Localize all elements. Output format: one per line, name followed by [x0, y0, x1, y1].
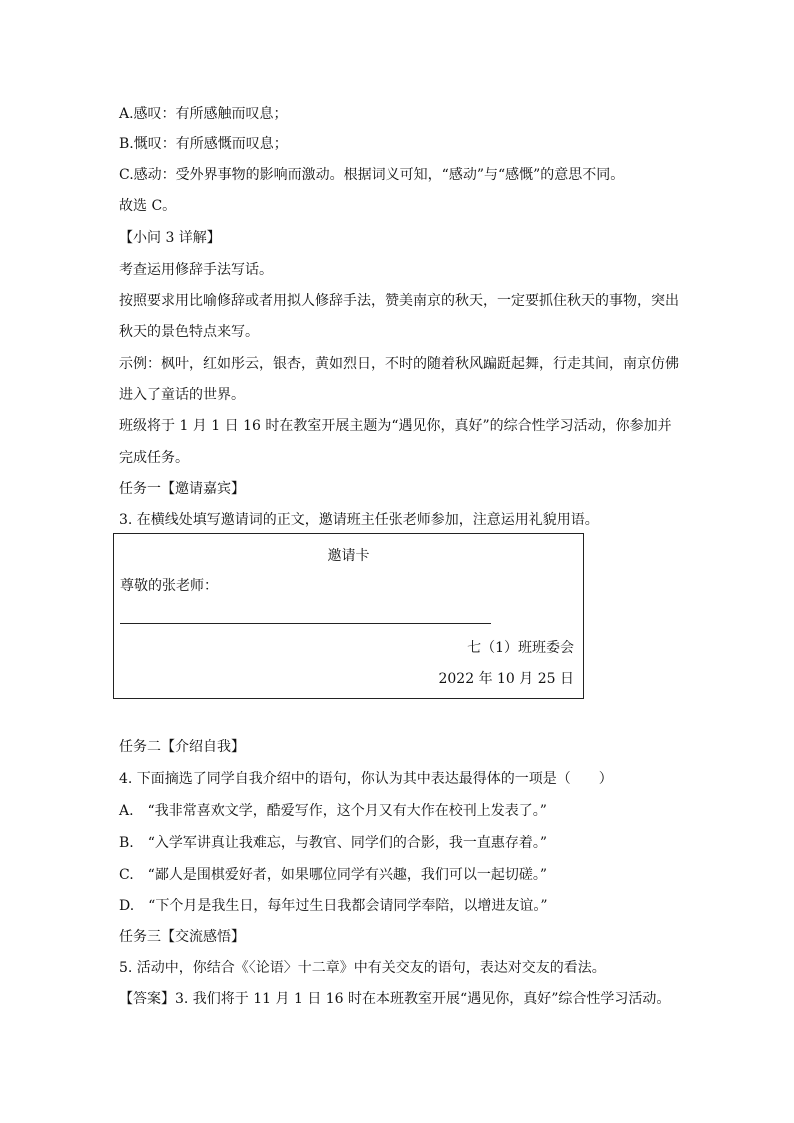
example-text: 进入了童话的世界。: [119, 387, 245, 403]
option-b: B. “入学军讲真让我难忘，与教官、同学们的合影，我一直惠存着。”: [119, 835, 548, 851]
option-b-explanation: B.慨叹：有所感慨而叹息；: [119, 136, 288, 152]
invitation-card-title: 邀请卡: [327, 548, 370, 564]
invitation-card: [113, 533, 584, 699]
invitation-salutation: 尊敬的张老师：: [120, 578, 218, 594]
invitation-date: 2022 年 10 月 25 日: [438, 671, 574, 687]
task-three-heading: 任务三【交流感悟】: [119, 929, 245, 945]
activity-intro: 班级将于 1 月 1 日 16 时在教室开展主题为“遇见你，真好”的综合性学习活动，你参加并: [119, 418, 672, 434]
section-heading-q3: 【小问 3 详解】: [119, 230, 221, 246]
option-a-explanation: A.感叹：有所感触而叹息；: [119, 106, 288, 122]
option-c-explanation: C.感动：受外界事物的影响而激动。根据词义可知，“感动”与“感慨”的意思不同。: [119, 167, 625, 183]
invitation-signer: 七（1）班班委会: [467, 640, 574, 656]
paragraph-text: 按照要求用比喻修辞或者用拟人修辞手法，赞美南京的秋天，一定要抓住秋天的事物，突出: [119, 293, 679, 309]
option-d: D. “下个月是我生日，每年过生日我都会请同学奉陪，以增进友谊。”: [119, 898, 548, 914]
question-4: 4. 下面摘选了同学自我介绍中的语句，你认为其中表达最得体的一项是（ ）: [119, 771, 613, 787]
task-one-heading: 任务一【邀请嘉宾】: [119, 481, 245, 497]
fill-in-blank-line: [120, 623, 491, 624]
paragraph-text: 秋天的景色特点来写。: [119, 324, 259, 340]
option-c: C. “鄙人是围棋爱好者，如果哪位同学有兴趣，我们可以一起切磋。”: [119, 867, 547, 883]
option-a: A. “我非常喜欢文学，酷爱写作，这个月又有大作在校刊上发表了。”: [119, 803, 547, 819]
answer-conclusion: 故选 C。: [119, 198, 177, 214]
activity-intro: 完成任务。: [119, 450, 189, 466]
question-5: 5. 活动中，你结合《〈论语〉十二章》中有关交友的语句，表达对交友的看法。: [119, 960, 606, 976]
answer-line: 【答案】3. 我们将于 11 月 1 日 16 时在本班教室开展“遇见你，真好”综合性学习活动。: [119, 991, 671, 1007]
paragraph-text: 考查运用修辞手法写话。: [119, 262, 273, 278]
task-two-heading: 任务二【介绍自我】: [119, 739, 245, 755]
question-3: 3. 在横线处填写邀请词的正文，邀请班主任张老师参加，注意运用礼貌用语。: [119, 512, 599, 528]
example-text: 示例：枫叶，红如彤云，银杏，黄如烈日，不时的随着秋风蹁跹起舞，行走其间，南京仿佛: [119, 356, 679, 372]
